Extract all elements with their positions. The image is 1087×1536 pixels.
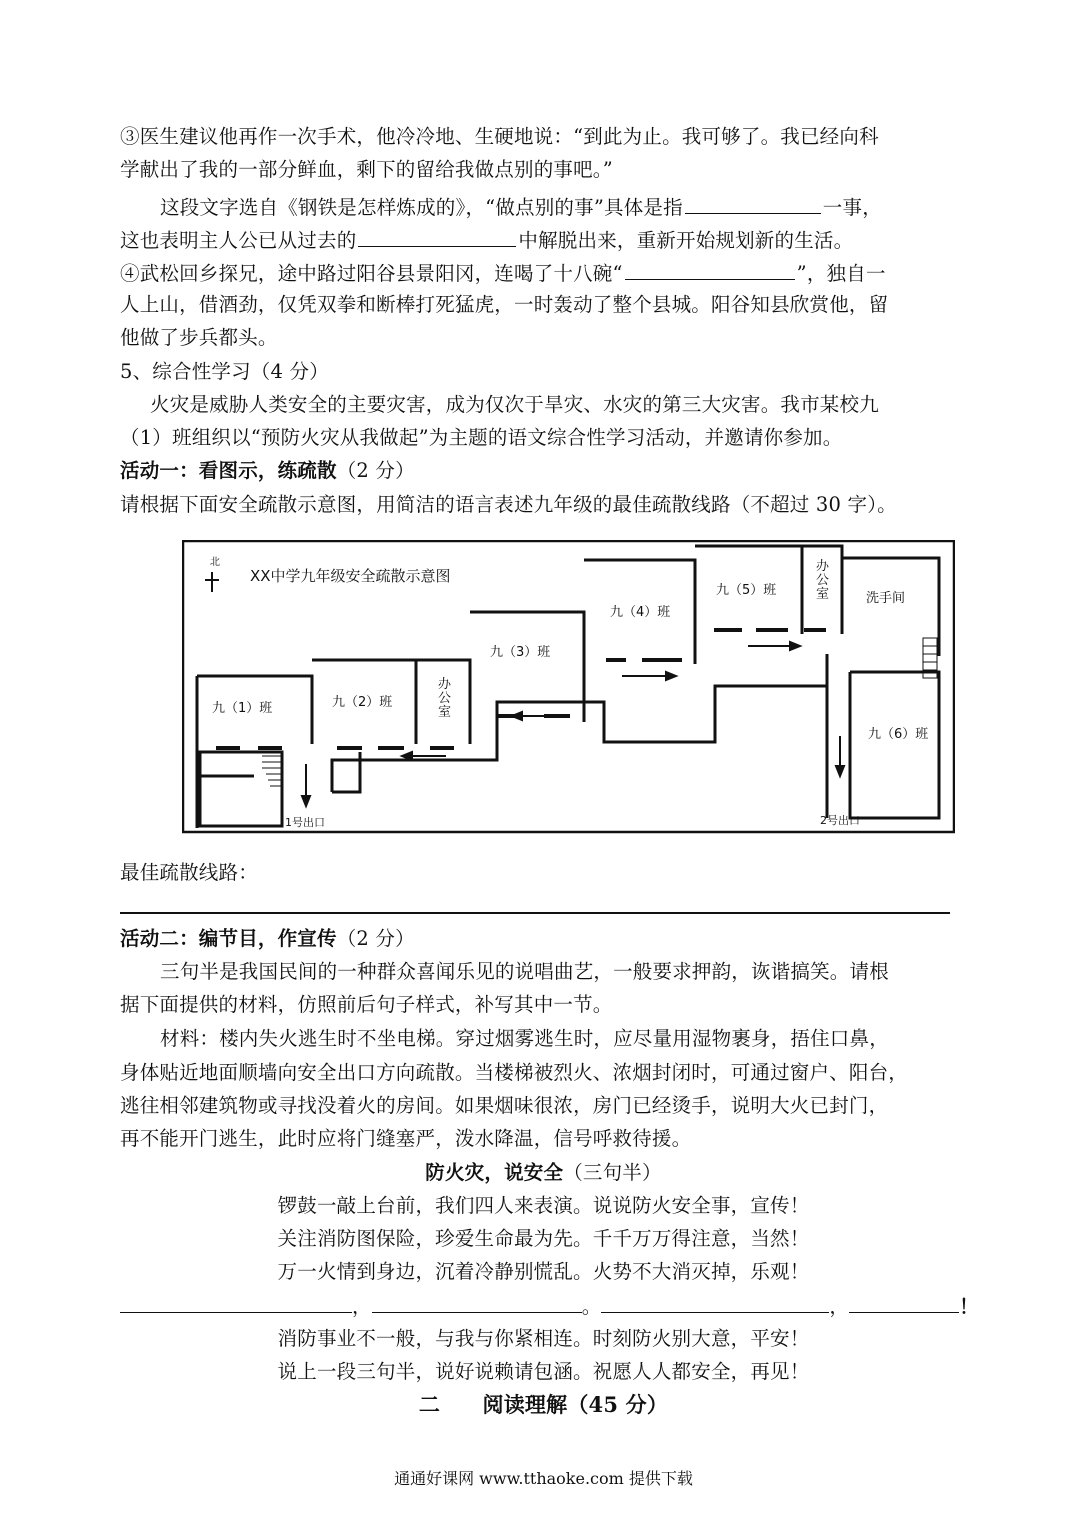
poem-line2: 关注消防图保险，珍爱生命最为先。千千万万得注意，当然！	[277, 1227, 810, 1250]
poem-blank-sep: ，	[352, 1295, 372, 1318]
poem-line3: 万一火情到身边，沉着冷静别慌乱。火势不大消灭掉，乐观！	[277, 1260, 810, 1283]
room-class6-label: 九（6）班	[868, 727, 929, 742]
poem-title-main: 防火灾，说安全	[425, 1161, 564, 1184]
activity2-score: （2 分）	[336, 927, 415, 950]
poem-line1: 锣鼓一敲上台前，我们四人来表演。说说防火安全事，宣传！	[277, 1194, 810, 1217]
poem-line5: 消防事业不一般，与我与你紧相连。时刻防火别大意，平安！	[277, 1327, 810, 1350]
material-line3: 逃往相邻建筑物或寻找没着火的房间。如果烟味很浓，房门已经烫手，说明大火已封门，	[120, 1094, 889, 1117]
room-office2-label-a: 办	[816, 559, 830, 574]
evacuation-diagram	[182, 540, 955, 834]
poem-title-suffix: （三句半）	[563, 1161, 662, 1184]
poem-blank-line	[120, 1292, 979, 1320]
para3-question-line2	[120, 226, 853, 254]
room-class2-label: 九（2）班	[332, 695, 393, 710]
room-class1-label: 九（1）班	[212, 701, 273, 716]
question-text: 这也表明主人公已从过去的	[120, 229, 357, 252]
para4-line3: 他做了步兵都头。	[120, 326, 278, 349]
activity2-title: 活动二：编节目，作宣传	[120, 927, 337, 950]
activity1-title: 活动一：看图示，练疏散	[120, 459, 337, 482]
poem-blank-sep: 。	[581, 1295, 602, 1318]
question-text: 一事，	[822, 196, 882, 219]
section5-intro-line1: 火灾是威胁人类安全的主要灾害，成为仅次于旱灾、水灾的第三大灾害。我市某校九	[150, 393, 879, 416]
answer-blank[interactable]	[625, 259, 795, 280]
para-text: ④武松回乡探兄，途中路过阳谷县景阳冈，连喝了十八碗“	[120, 262, 623, 285]
room-office1-label-b: 公	[438, 691, 452, 706]
question-text: 中解脱出来，重新开始规划新的生活。	[518, 229, 854, 252]
poem-line6: 说上一段三句半，说好说赖请包涵。祝愿人人都安全，再见！	[277, 1360, 810, 1383]
section5-heading: 5、综合性学习（4 分）	[120, 360, 329, 383]
best-route-answer-line[interactable]	[120, 912, 950, 914]
room-office1-label-a: 办	[438, 677, 452, 692]
page-footer: 通通好课网 www.tthaoke.com 提供下载	[394, 1469, 693, 1488]
material-line1: 材料：楼内失火逃生时不坐电梯。穿过烟雾逃生时，应尽量用湿物裹身，捂住口鼻，	[160, 1027, 889, 1050]
north-label: 北	[210, 557, 220, 568]
room-office2-label-b: 公	[816, 573, 830, 588]
answer-blank[interactable]	[358, 226, 516, 247]
para3-line2: 学献出了我的一部分鲜血，剩下的留给我做点别的事吧。”	[120, 158, 613, 181]
para4-line1	[120, 259, 886, 287]
diagram-title: XX中学九年级安全疏散示意图	[250, 567, 451, 585]
question-text: 这段文字选自《钢铁是怎样炼成的》，“做点别的事”具体是指	[160, 196, 683, 219]
activity2-heading	[120, 926, 415, 952]
poem-blank-4[interactable]	[849, 1292, 959, 1313]
best-route-label: 最佳疏散线路：	[120, 861, 258, 884]
material-line4: 再不能开门逃生，此时应将门缝塞严，泼水降温，信号呼救待援。	[120, 1127, 692, 1150]
para-text: ”，独自一	[796, 262, 886, 285]
room-class3-label: 九（3）班	[490, 645, 551, 660]
answer-blank[interactable]	[685, 193, 821, 214]
section5-intro-line2: （1）班组织以“预防火灾从我做起”为主题的语文综合性学习活动，并邀请你参加。	[120, 426, 843, 449]
room-office1-label-c: 室	[438, 705, 452, 720]
poem-blank-2[interactable]	[372, 1292, 582, 1313]
section2-heading: 二 阅读理解（45 分）	[418, 1392, 669, 1417]
room-office2-label-c: 室	[816, 587, 830, 602]
exit2-label: 2号出口	[820, 814, 860, 827]
room-washroom-label: 洗手间	[866, 591, 906, 606]
activity1-prompt: 请根据下面安全疏散示意图，用简洁的语言表述九年级的最佳疏散线路（不超过 30 字）。	[120, 493, 897, 516]
para4-line2: 人上山，借酒劲，仅凭双拳和断棒打死猛虎，一时轰动了整个县城。阳谷知县欣赏他，留	[120, 293, 889, 316]
material-line2: 身体贴近地面顺墙向安全出口方向疏散。当楼梯被烈火、浓烟封闭时，可通过窗户、阳台，	[120, 1061, 909, 1084]
poem-blank-1[interactable]	[120, 1292, 352, 1313]
room-class5-label: 九（5）班	[716, 583, 777, 598]
poem-blank-end: ！	[959, 1295, 979, 1318]
activity1-heading	[120, 458, 415, 484]
poem-blank-3[interactable]	[601, 1292, 829, 1313]
exit1-label: 1号出口	[285, 816, 325, 829]
para3-question-line1	[160, 193, 882, 221]
room-class4-label: 九（4）班	[610, 605, 671, 620]
activity2-desc-line2: 据下面提供的材料，仿照前后句子样式，补写其中一节。	[120, 993, 613, 1016]
poem-title	[0, 1160, 1087, 1186]
activity2-desc-line1: 三句半是我国民间的一种群众喜闻乐见的说唱曲艺，一般要求押韵，诙谐搞笑。请根	[160, 960, 889, 983]
activity1-score: （2 分）	[336, 459, 415, 482]
poem-blank-sep: ，	[829, 1295, 850, 1318]
para3-line1: ③医生建议他再作一次手术，他冷冷地、生硬地说：“到此为止。我可够了。我已经向科	[120, 125, 879, 148]
